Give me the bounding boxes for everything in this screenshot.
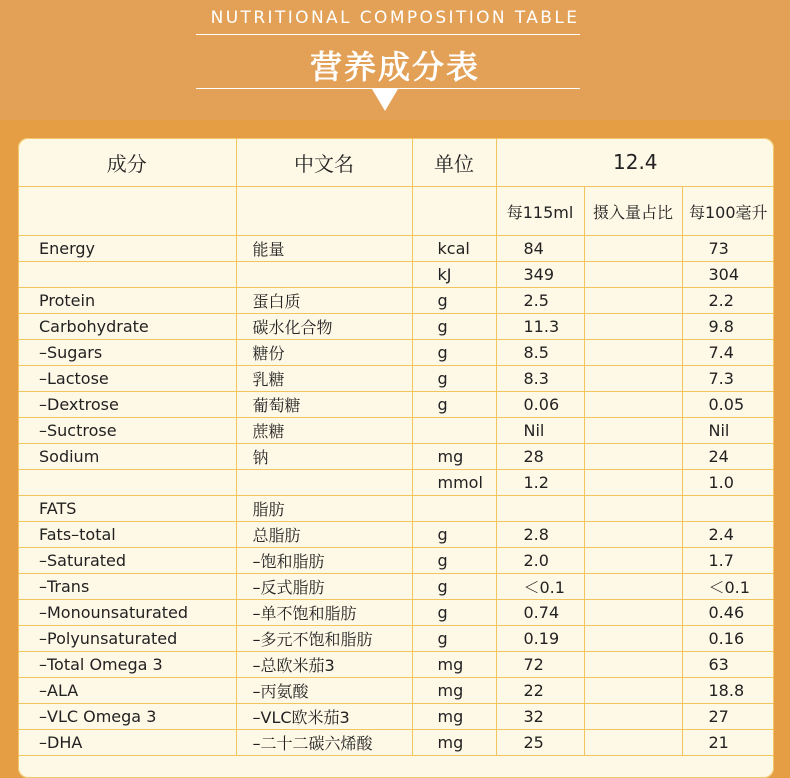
cell-intake <box>584 652 682 678</box>
table-row <box>18 548 774 574</box>
cell-per100: 2.2 <box>682 288 774 314</box>
cell-per115: 2.8 <box>496 522 584 548</box>
cell-intake <box>584 548 682 574</box>
table-row <box>18 704 774 730</box>
cell-per100: 0.46 <box>682 600 774 626</box>
cell-per100: Nil <box>682 418 774 444</box>
table-row <box>18 262 774 288</box>
nutrition-table <box>18 138 774 756</box>
cell-name: –Dextrose <box>18 392 236 418</box>
table-row <box>18 418 774 444</box>
cell-per115: 8.3 <box>496 366 584 392</box>
cell-name: –Lactose <box>18 366 236 392</box>
cell-cn: –反式脂肪 <box>236 574 412 600</box>
cell-per115: 2.5 <box>496 288 584 314</box>
cell-name: –Sugars <box>18 340 236 366</box>
table-row <box>18 652 774 678</box>
table-row <box>18 314 774 340</box>
cell-per115: 84 <box>496 236 584 262</box>
table-row <box>18 340 774 366</box>
cell-unit: g <box>412 522 496 548</box>
cell-cn: 总脂肪 <box>236 522 412 548</box>
cell-name: –Total Omega 3 <box>18 652 236 678</box>
cell-name <box>18 262 236 288</box>
subheader-per100: 每100毫升 <box>682 187 774 236</box>
cell-per100: 304 <box>682 262 774 288</box>
cell-per100: 1.7 <box>682 548 774 574</box>
cell-name: –DHA <box>18 730 236 756</box>
cell-per115: 0.06 <box>496 392 584 418</box>
cell-intake <box>584 730 682 756</box>
cell-intake <box>584 314 682 340</box>
cell-cn: –单不饱和脂肪 <box>236 600 412 626</box>
cell-intake <box>584 418 682 444</box>
cell-unit <box>412 418 496 444</box>
cell-per100: 0.16 <box>682 626 774 652</box>
cell-per115: Nil <box>496 418 584 444</box>
cell-per100: ＜0.1 <box>682 574 774 600</box>
cell-cn: 蔗糖 <box>236 418 412 444</box>
cell-intake <box>584 236 682 262</box>
cell-unit: mmol <box>412 470 496 496</box>
cell-cn: –多元不饱和脂肪 <box>236 626 412 652</box>
cell-cn: 碳水化合物 <box>236 314 412 340</box>
cell-unit: g <box>412 314 496 340</box>
cell-per100: 21 <box>682 730 774 756</box>
cell-cn: –丙氨酸 <box>236 678 412 704</box>
cell-unit: g <box>412 288 496 314</box>
cell-intake <box>584 496 682 522</box>
cell-per100: 2.4 <box>682 522 774 548</box>
subheader-intake: 摄入量占比 <box>584 187 682 236</box>
cell-name: –Monounsaturated <box>18 600 236 626</box>
cell-name: FATS <box>18 496 236 522</box>
cell-per100: 9.8 <box>682 314 774 340</box>
header-ingredient: 成分 <box>18 138 236 187</box>
table-row <box>18 678 774 704</box>
cell-per100 <box>682 496 774 522</box>
cell-unit: g <box>412 600 496 626</box>
cell-per115: 1.2 <box>496 470 584 496</box>
cell-unit: mg <box>412 444 496 470</box>
cell-per100: 73 <box>682 236 774 262</box>
cell-intake <box>584 288 682 314</box>
cell-name: –Suctrose <box>18 418 236 444</box>
table-title: 营养成分表 <box>309 48 480 86</box>
cell-intake <box>584 340 682 366</box>
table-row <box>18 522 774 548</box>
cell-cn: –VLC欧米茄3 <box>236 704 412 730</box>
cell-unit: g <box>412 574 496 600</box>
cell-name: Sodium <box>18 444 236 470</box>
cell-cn: 钠 <box>236 444 412 470</box>
cell-per100: 63 <box>682 652 774 678</box>
table-row <box>18 730 774 756</box>
cell-cn: 乳糖 <box>236 366 412 392</box>
header-banner <box>0 0 790 120</box>
cell-intake <box>584 678 682 704</box>
subheader-empty-3 <box>412 187 496 236</box>
cell-name: –Saturated <box>18 548 236 574</box>
table-row <box>18 574 774 600</box>
cell-cn: 糖份 <box>236 340 412 366</box>
cell-cn: 脂肪 <box>236 496 412 522</box>
cell-intake <box>584 392 682 418</box>
cell-per100: 18.8 <box>682 678 774 704</box>
header-version: 12.4 <box>496 138 774 187</box>
cell-intake <box>584 444 682 470</box>
table-subtitle: NUTRITIONAL COMPOSITION TABLE <box>210 8 580 28</box>
subtitle-top-rule <box>196 34 580 35</box>
cell-cn <box>236 470 412 496</box>
cell-intake <box>584 626 682 652</box>
table-body <box>18 236 774 756</box>
table-header-row <box>18 138 774 187</box>
table-row <box>18 236 774 262</box>
cell-name: –VLC Omega 3 <box>18 704 236 730</box>
cell-cn <box>236 262 412 288</box>
cell-per115: 32 <box>496 704 584 730</box>
cell-per115 <box>496 496 584 522</box>
table-row <box>18 626 774 652</box>
cell-per100: 27 <box>682 704 774 730</box>
cell-per115: 0.74 <box>496 600 584 626</box>
cell-name: Fats–total <box>18 522 236 548</box>
cell-intake <box>584 262 682 288</box>
table-row <box>18 600 774 626</box>
table-row <box>18 288 774 314</box>
cell-name: –Trans <box>18 574 236 600</box>
cell-cn: –二十二碳六烯酸 <box>236 730 412 756</box>
subheader-empty-1 <box>18 187 236 236</box>
nutrition-table-panel <box>18 138 774 778</box>
cell-per100: 7.3 <box>682 366 774 392</box>
cell-cn: 蛋白质 <box>236 288 412 314</box>
cell-name: Carbohydrate <box>18 314 236 340</box>
table-row <box>18 366 774 392</box>
cell-name: –Polyunsaturated <box>18 626 236 652</box>
cell-per115: 8.5 <box>496 340 584 366</box>
cell-per100: 24 <box>682 444 774 470</box>
cell-per115: 349 <box>496 262 584 288</box>
cell-intake <box>584 574 682 600</box>
cell-cn: –饱和脂肪 <box>236 548 412 574</box>
cell-intake <box>584 470 682 496</box>
header-chinese-name: 中文名 <box>236 138 412 187</box>
cell-per115: 28 <box>496 444 584 470</box>
table-row <box>18 392 774 418</box>
cell-unit: mg <box>412 704 496 730</box>
cell-unit: kJ <box>412 262 496 288</box>
cell-unit: g <box>412 392 496 418</box>
cell-intake <box>584 522 682 548</box>
table-row <box>18 444 774 470</box>
cell-per115: 72 <box>496 652 584 678</box>
cell-per115: ＜0.1 <box>496 574 584 600</box>
header-unit: 单位 <box>412 138 496 187</box>
subheader-per115: 每115ml <box>496 187 584 236</box>
cell-name: Protein <box>18 288 236 314</box>
cell-unit <box>412 496 496 522</box>
cell-per100: 7.4 <box>682 340 774 366</box>
cell-per115: 22 <box>496 678 584 704</box>
cell-name: Energy <box>18 236 236 262</box>
cell-cn: –总欧米茄3 <box>236 652 412 678</box>
cell-per115: 25 <box>496 730 584 756</box>
cell-unit: kcal <box>412 236 496 262</box>
cell-unit: g <box>412 626 496 652</box>
table-row <box>18 470 774 496</box>
subheader-empty-2 <box>236 187 412 236</box>
cell-name: –ALA <box>18 678 236 704</box>
cell-cn: 能量 <box>236 236 412 262</box>
table-row <box>18 496 774 522</box>
cell-cn: 葡萄糖 <box>236 392 412 418</box>
cell-unit: g <box>412 340 496 366</box>
cell-unit: g <box>412 548 496 574</box>
cell-intake <box>584 600 682 626</box>
cell-per100: 1.0 <box>682 470 774 496</box>
table-subheader-row <box>18 187 774 236</box>
cell-unit: mg <box>412 652 496 678</box>
cell-per115: 11.3 <box>496 314 584 340</box>
cell-name <box>18 470 236 496</box>
cell-unit: mg <box>412 678 496 704</box>
cell-per100: 0.05 <box>682 392 774 418</box>
cell-intake <box>584 704 682 730</box>
down-arrow-icon <box>372 89 398 111</box>
cell-per115: 0.19 <box>496 626 584 652</box>
cell-unit: mg <box>412 730 496 756</box>
cell-unit: g <box>412 366 496 392</box>
cell-intake <box>584 366 682 392</box>
cell-per115: 2.0 <box>496 548 584 574</box>
